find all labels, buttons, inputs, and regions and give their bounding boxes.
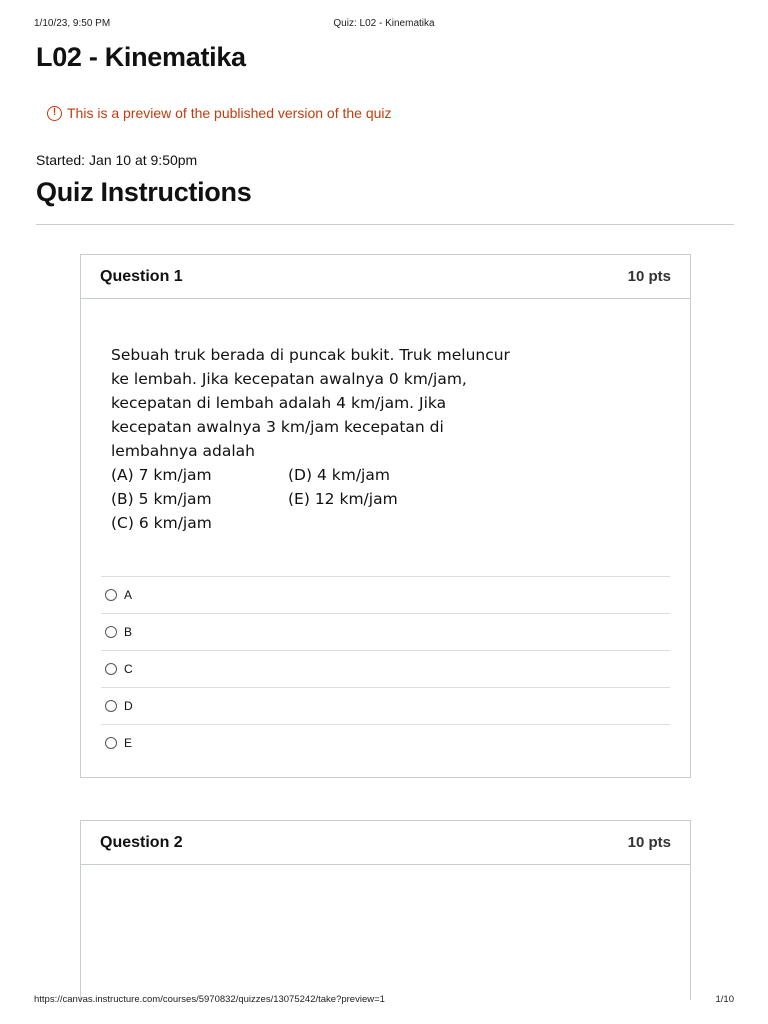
question-points: 10 pts bbox=[627, 834, 671, 851]
preview-notice-text: This is a preview of the published version of the quiz bbox=[67, 105, 392, 121]
question-text bbox=[111, 343, 521, 463]
question-text-line: Sebuah truk berada di puncak bukit. Truk meluncur bbox=[111, 346, 510, 364]
question-card bbox=[80, 820, 691, 1000]
question-header bbox=[81, 821, 690, 865]
question-title: Question 1 bbox=[100, 268, 183, 285]
radio-button-icon[interactable] bbox=[105, 589, 117, 601]
answer-option-c[interactable] bbox=[101, 650, 670, 687]
page-title: L02 - Kinematika bbox=[36, 42, 246, 72]
radio-button-icon[interactable] bbox=[105, 626, 117, 638]
question-body bbox=[81, 343, 690, 761]
question-image bbox=[111, 343, 521, 535]
answer-option-b[interactable] bbox=[101, 613, 670, 650]
question-points: 10 pts bbox=[627, 268, 671, 285]
print-url: https://canvas.instructure.com/courses/5970832/quizzes/13075242/take?preview=1 bbox=[34, 994, 385, 1005]
print-page-title: Quiz: L02 - Kinematika bbox=[333, 18, 435, 29]
print-header bbox=[34, 18, 734, 32]
preview-notice bbox=[47, 105, 392, 121]
instructions-heading: Quiz Instructions bbox=[36, 177, 252, 207]
choice-text-d: (D) 4 km/jam bbox=[288, 466, 390, 484]
radio-button-icon[interactable] bbox=[105, 700, 117, 712]
answer-label: D bbox=[124, 699, 133, 713]
answer-label: A bbox=[124, 588, 133, 602]
question-header bbox=[81, 255, 690, 299]
answer-label: C bbox=[124, 662, 133, 676]
divider bbox=[36, 224, 734, 225]
started-info bbox=[36, 152, 197, 168]
warning-circle-icon: ! bbox=[47, 106, 62, 121]
choice-text-e: (E) 12 km/jam bbox=[288, 490, 398, 508]
print-footer bbox=[34, 994, 734, 1006]
answer-label: E bbox=[124, 736, 133, 750]
print-datetime: 1/10/23, 9:50 PM bbox=[34, 18, 111, 29]
question-choices-text bbox=[111, 463, 521, 535]
answer-option-d[interactable] bbox=[101, 687, 670, 724]
choice-text-c: (C) 6 km/jam bbox=[111, 514, 212, 532]
question-text-line: kecepatan di lembah adalah 4 km/jam. Jika bbox=[111, 394, 447, 412]
choice-text-b: (B) 5 km/jam bbox=[111, 490, 212, 508]
started-label: Started: bbox=[36, 152, 86, 168]
radio-button-icon[interactable] bbox=[105, 737, 117, 749]
started-value: Jan 10 at 9:50pm bbox=[89, 152, 198, 168]
answer-option-a[interactable] bbox=[101, 576, 670, 613]
question-text-line: lembahnya adalah bbox=[111, 442, 255, 460]
question-text-line: ke lembah. Jika kecepatan awalnya 0 km/jam, bbox=[111, 370, 467, 388]
question-card bbox=[80, 254, 691, 778]
question-title: Question 2 bbox=[100, 834, 183, 851]
print-page-number: 1/10 bbox=[715, 994, 734, 1005]
question-text-line: kecepatan awalnya 3 km/jam kecepatan di bbox=[111, 418, 444, 436]
choice-text-a: (A) 7 km/jam bbox=[111, 466, 212, 484]
answer-label: B bbox=[124, 625, 133, 639]
answer-option-e[interactable] bbox=[101, 724, 670, 761]
answer-list bbox=[101, 576, 670, 761]
radio-button-icon[interactable] bbox=[105, 663, 117, 675]
